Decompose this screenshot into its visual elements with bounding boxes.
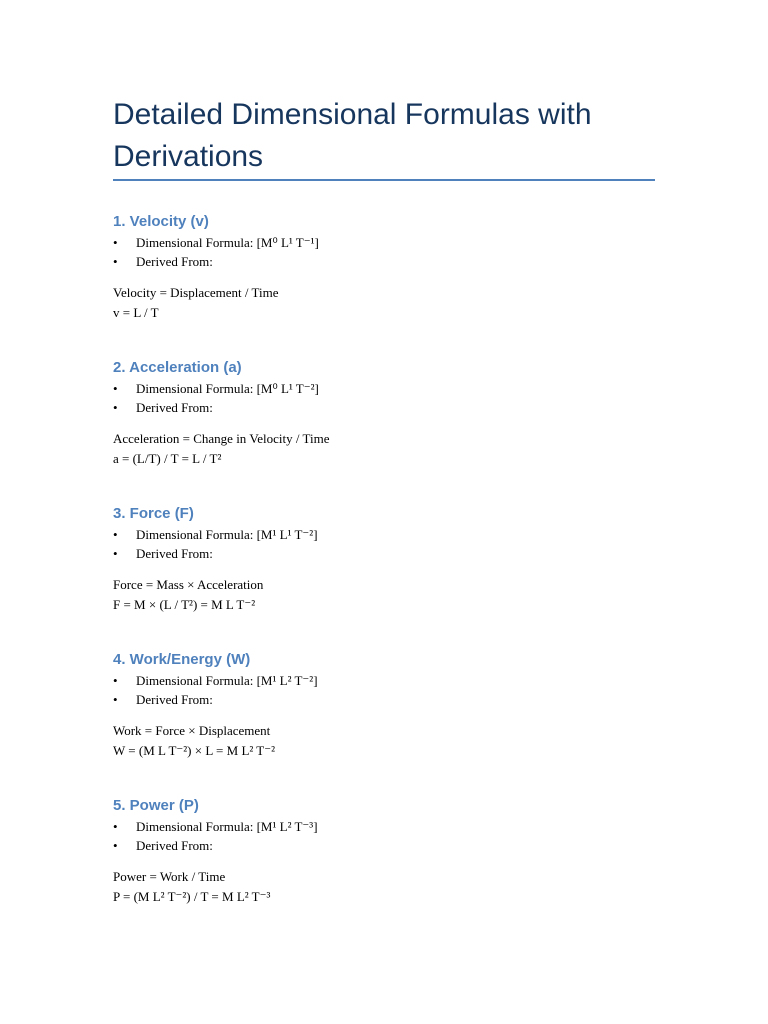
derivation-equation: F = M × (L / T²) = M L T⁻²: [113, 597, 256, 612]
derived-from-label: Derived From:: [136, 837, 213, 853]
section-acceleration: [113, 358, 655, 470]
derived-from-label: Derived From:: [136, 691, 213, 707]
derivation-equation: P = (M L² T⁻²) / T = M L² T⁻³: [113, 889, 271, 904]
derivation-block: [113, 722, 655, 762]
bullet-icon: •: [113, 673, 118, 688]
bullet-list: [113, 818, 655, 855]
list-item-formula: [113, 526, 655, 545]
derived-from-label: Derived From:: [136, 545, 213, 561]
derivation-block: [113, 430, 655, 470]
dimensional-formula: Dimensional Formula: [M⁰ L¹ T⁻²]: [136, 381, 319, 396]
bullet-list: [113, 672, 655, 709]
list-item-formula: [113, 380, 655, 399]
list-item-formula: [113, 672, 655, 691]
derivation-equation: W = (M L T⁻²) × L = M L² T⁻²: [113, 743, 275, 758]
section-heading: 2. Acceleration (a): [113, 359, 242, 376]
dimensional-formula: Dimensional Formula: [M⁰ L¹ T⁻¹]: [136, 235, 319, 250]
derivation-equation: a = (L/T) / T = L / T²: [113, 451, 222, 466]
list-item-derived: [113, 837, 655, 856]
section-velocity: [113, 212, 655, 324]
title-divider: [113, 179, 655, 181]
document-title: Detailed Dimensional Formulas with Derivations: [113, 98, 592, 173]
section-heading: 1. Velocity (v): [113, 213, 209, 230]
list-item-formula: [113, 234, 655, 253]
section-heading: 4. Work/Energy (W): [113, 651, 251, 668]
derivation-statement: Force = Mass × Acceleration: [113, 577, 264, 592]
section-heading: 5. Power (P): [113, 797, 199, 814]
bullet-icon: •: [113, 527, 118, 542]
derivation-equation: v = L / T: [113, 305, 159, 320]
section-work-energy: [113, 650, 655, 762]
derivation-statement: Velocity = Displacement / Time: [113, 285, 279, 300]
bullet-icon: •: [113, 253, 118, 269]
list-item-derived: [113, 253, 655, 272]
derivation-statement: Work = Force × Displacement: [113, 723, 271, 738]
bullet-icon: •: [113, 381, 118, 396]
bullet-icon: •: [113, 819, 118, 834]
dimensional-formula: Dimensional Formula: [M¹ L¹ T⁻²]: [136, 527, 318, 542]
bullet-list: [113, 380, 655, 417]
bullet-icon: •: [113, 837, 118, 853]
bullet-list: [113, 234, 655, 271]
derived-from-label: Derived From:: [136, 253, 213, 269]
derivation-block: [113, 868, 655, 908]
bullet-list: [113, 526, 655, 563]
dimensional-formula: Dimensional Formula: [M¹ L² T⁻³]: [136, 819, 318, 834]
bullet-icon: •: [113, 399, 118, 415]
bullet-icon: •: [113, 235, 118, 250]
list-item-derived: [113, 545, 655, 564]
bullet-icon: •: [113, 691, 118, 707]
list-item-formula: [113, 818, 655, 837]
bullet-icon: •: [113, 545, 118, 561]
list-item-derived: [113, 691, 655, 710]
section-heading: 3. Force (F): [113, 505, 194, 522]
derived-from-label: Derived From:: [136, 399, 213, 415]
section-force: [113, 504, 655, 616]
derivation-block: [113, 284, 655, 324]
dimensional-formula: Dimensional Formula: [M¹ L² T⁻²]: [136, 673, 318, 688]
list-item-derived: [113, 399, 655, 418]
section-power: [113, 796, 655, 908]
derivation-block: [113, 576, 655, 616]
derivation-statement: Power = Work / Time: [113, 869, 226, 884]
derivation-statement: Acceleration = Change in Velocity / Time: [113, 431, 330, 446]
